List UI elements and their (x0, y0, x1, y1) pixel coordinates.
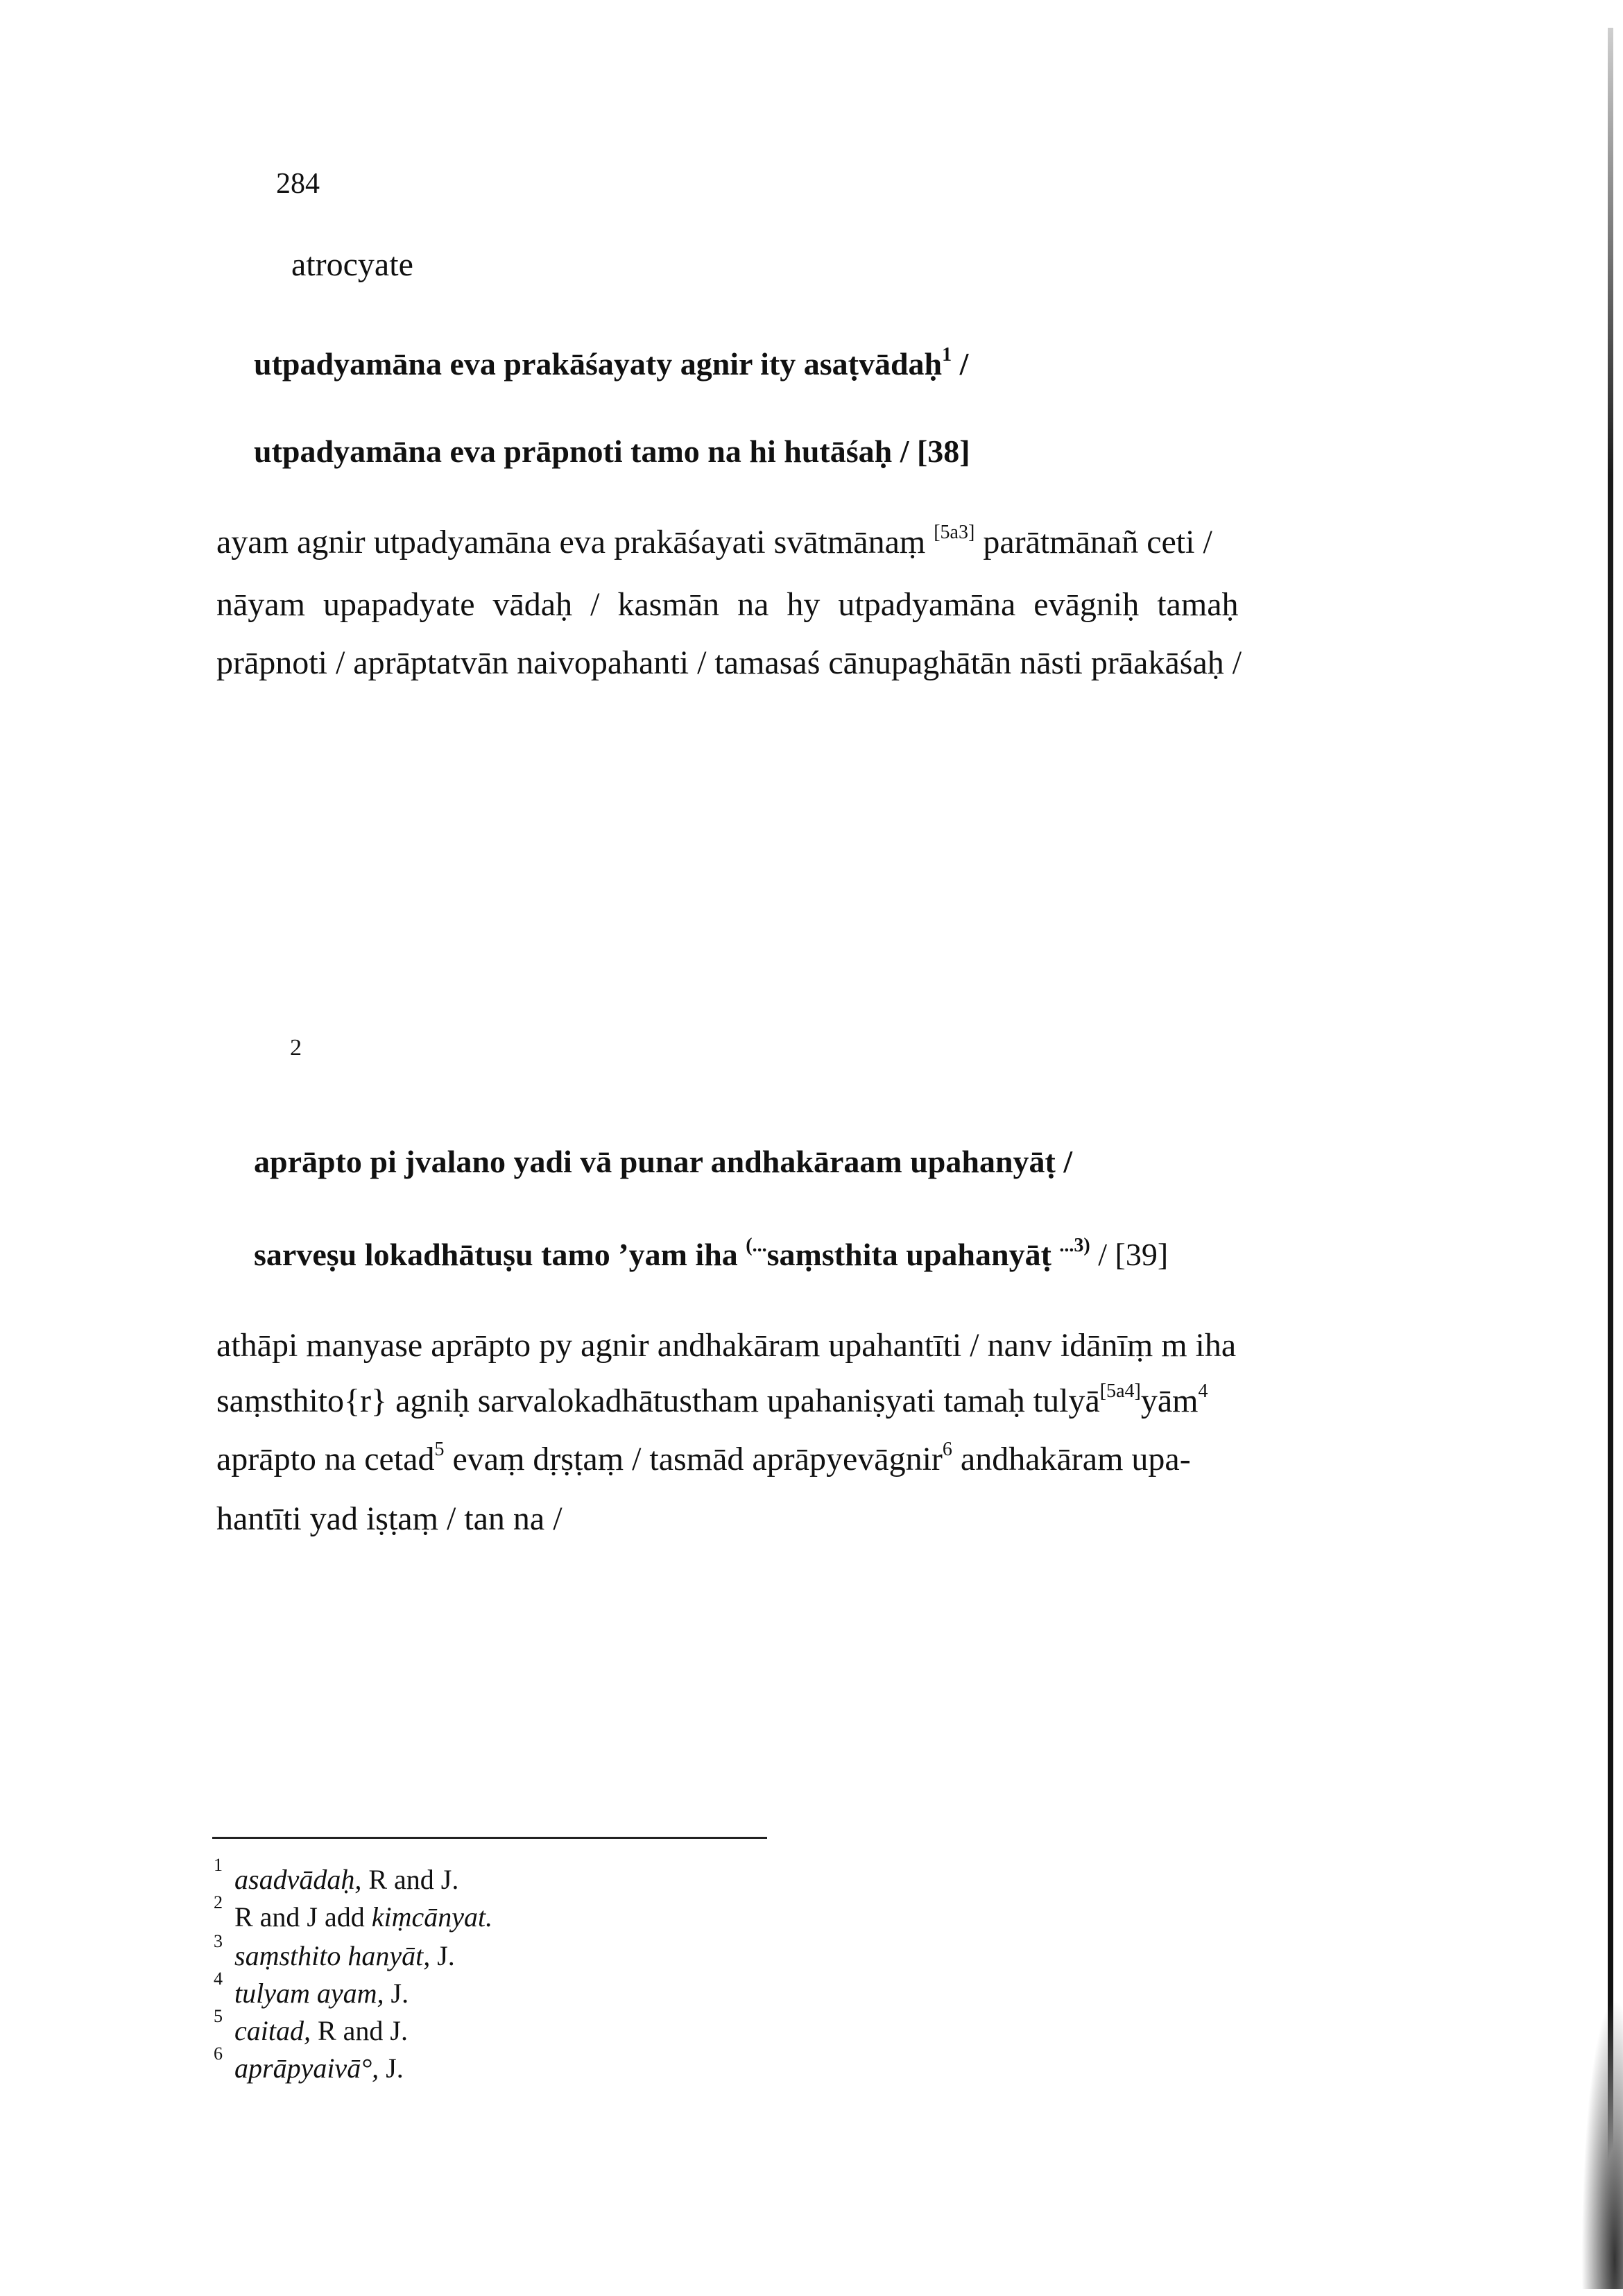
footnote-1 (214, 1855, 459, 1895)
footnote-6-rest: J. (379, 2053, 404, 2084)
footnote-6 (214, 2044, 404, 2084)
footnote-2-number: 2 (214, 1892, 223, 1912)
footnote-2-italic: kiṃcānyat. (371, 1901, 493, 1933)
verse-38-line-2: utpadyamāna eva prāpnoti tamo na hi hutāśaḥ / [38] (254, 434, 970, 469)
footnote-ref-4: 4 (1198, 1380, 1208, 1402)
footnote-divider (212, 1837, 767, 1839)
intro-word: atrocyate (291, 246, 413, 283)
verse-38-line-1-end: / (952, 346, 969, 382)
prose-2-line-2-b: yām (1140, 1382, 1199, 1419)
footnote-ref-6: 6 (942, 1439, 952, 1460)
prose-2-line-1: athāpi manyase aprāpto py agnir andhakāram upahantīti / nanv idānīṃ m iha (216, 1327, 1237, 1364)
footnote-4-rest: J. (384, 1978, 409, 2009)
footnote-2 (214, 1892, 493, 1933)
footnote-6-number: 6 (214, 2044, 223, 2064)
prose-1-line-3: prāpnoti / aprāptatvān naivopahanti / tamasaś cānupaghātān nāsti prāakāśaḥ / (216, 644, 1242, 681)
footnote-5-italic: caitad, (234, 2015, 311, 2046)
verse-39-line-1: aprāpto pi jvalano yadi vā punar andhakāraam upahanyāṭ / (254, 1144, 1073, 1179)
footnote-3-number: 3 (214, 1931, 223, 1951)
prose-2-line-2 (216, 1380, 1208, 1419)
verse-39-line-2-a: sarveṣu lokadhātuṣu tamo ’yam iha (254, 1237, 746, 1272)
footnote-4-italic: tulyam ayam, (234, 1978, 384, 2009)
footnote-3-italic: saṃsthito hanyāt, (234, 1940, 431, 1971)
footnote-5-number: 5 (214, 2006, 223, 2026)
footnote-3-rest: J. (430, 1940, 455, 1971)
footnote-1-number: 1 (214, 1855, 223, 1875)
verse-38-line-1 (254, 343, 969, 382)
stray-note-number: 2 (290, 1035, 302, 1061)
prose-1-line-1-a: ayam agnir utpadyamāna eva prakāśayati svātmānaṃ (216, 524, 926, 560)
footnote-4-number: 4 (214, 1969, 223, 1989)
footnote-ref-1: 1 (942, 343, 952, 366)
footnote-6-italic: aprāpyaivā°, (234, 2053, 379, 2084)
verse-39-line-2 (254, 1234, 1169, 1272)
footnote-ref-5: 5 (434, 1439, 445, 1460)
scan-binding-edge (1608, 28, 1613, 2268)
insertion-open-marker: (... (746, 1234, 767, 1256)
footnote-4 (214, 1969, 409, 2009)
insertion-close-marker: ...3) (1059, 1234, 1090, 1256)
footnote-1-italic: asadvādaḥ, (234, 1864, 362, 1895)
footnote-5 (214, 2006, 408, 2046)
page-number: 284 (276, 168, 320, 200)
folio-marker-5a3: [5a3] (934, 522, 975, 543)
scan-corner-shadow (1581, 1998, 1623, 2289)
prose-2-line-2-a: saṃsthito{r} agniḥ sarvalokadhātustham upahaniṣyati tamaḥ tulyā (216, 1382, 1100, 1419)
prose-2-line-3-b: evaṃ dṛṣṭaṃ / tasmād aprāpyevāgnir (444, 1441, 943, 1477)
verse-39-line-2-b: saṃsthita upahanyāṭ (766, 1237, 1060, 1272)
footnote-1-rest: R and J. (361, 1864, 459, 1895)
prose-2-line-4: hantīti yad iṣṭaṃ / tan na / (216, 1500, 563, 1537)
prose-2-line-3-c: andhakāram upa- (952, 1441, 1191, 1477)
prose-1-line-1-b: parātmānañ ceti / (974, 524, 1212, 560)
folio-marker-5a4: [5a4] (1099, 1380, 1141, 1402)
prose-2-line-3 (216, 1439, 1191, 1477)
footnote-3 (214, 1931, 455, 1971)
verse-38-line-1-text: utpadyamāna eva prakāśayaty agnir ity asaṭvādaḥ (254, 346, 943, 382)
prose-1-line-2: nāyam upapadyate vādaḥ / kasmān na hy utpadyamāna evāgniḥ tamaḥ (216, 586, 1239, 623)
footnote-5-rest: R and J. (310, 2015, 408, 2046)
footnote-2-pre: R and J add (234, 1901, 372, 1933)
prose-1-line-1 (216, 522, 1212, 560)
verse-39-line-2-c: / [39] (1090, 1237, 1169, 1272)
prose-2-line-3-a: aprāpto na cetad (216, 1441, 435, 1477)
